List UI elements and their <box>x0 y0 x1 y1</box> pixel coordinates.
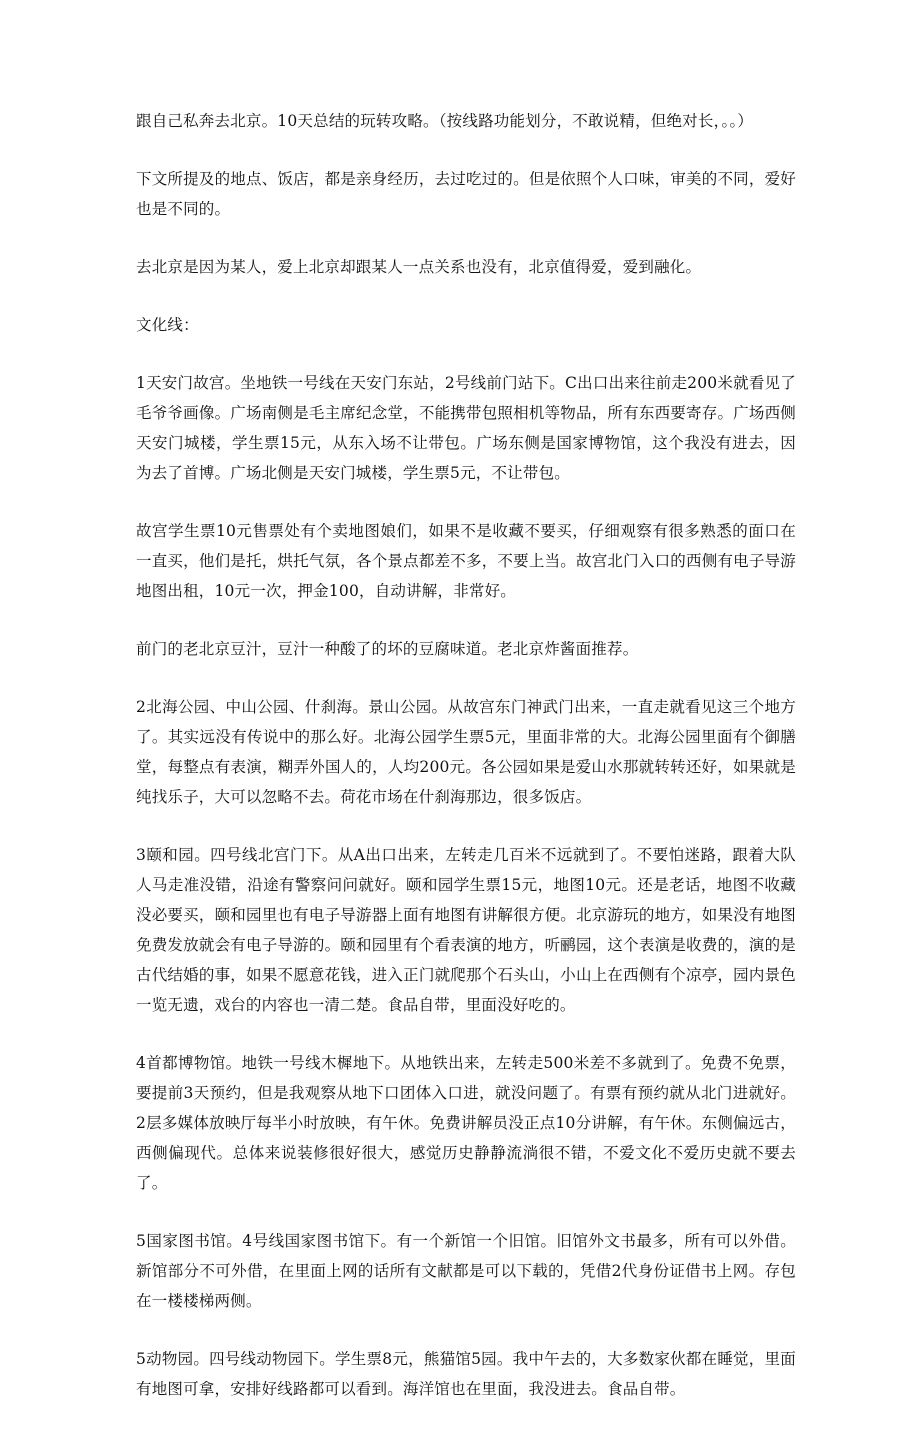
intro-paragraph: 跟自己私奔去北京。10天总结的玩转攻略。（按线路功能划分，不敢说精，但绝对长，。。） <box>136 112 754 130</box>
paragraph-capital-museum: 4首都博物馆。地铁一号线木樨地下。从地铁出来，左转走500米差不多就到了。免费不免票，要提前3天预约，但是我观察从地下口团体入口进，就没问题了。有票有预约就从北门进就好。2层多媒体放映厅每半小时放映，有午休。免费讲解员没正点10分讲解，有午休。东侧偏远古，西侧偏现代。总体来说装修很好很大，感觉历史静静流淌很不错，不爱文化不爱历史就不要去了。 <box>136 1054 796 1192</box>
motivation-paragraph: 去北京是因为某人，爱上北京却跟某人一点关系也没有，北京值得爱，爱到融化。 <box>136 258 702 276</box>
disclaimer-paragraph: 下文所提及的地点、饭店，都是亲身经历，去过吃过的。但是依照个人口味，审美的不同，爱好也是不同的。 <box>136 170 796 218</box>
paragraph-qianmen-food: 前门的老北京豆汁，豆汁一种酸了的坏的豆腐味道。老北京炸酱面推荐。 <box>136 640 639 658</box>
paragraph-summer-palace: 3颐和园。四号线北宫门下。从A出口出来，左转走几百米不远就到了。不要怕迷路，跟着大队人马走准没错，沿途有警察问问就好。颐和园学生票15元，地图10元。还是老话，地图不收藏没必要买，颐和园里也有电子导游器上面有地图有讲解很方便。北京游玩的地方，如果没有地图免费发放就会有电子导游的。颐和园里有个看表演的地方，听鹂园，这个表演是收费的，演的是古代结婚的事，如果不愿意花钱，进入正门就爬那个石头山，小山上在西侧有个凉亭，园内景色一览无遗，戏台的内容也一清二楚。食品自带，里面没好吃的。 <box>136 846 796 1014</box>
section-heading-culture: 文化线： <box>136 316 199 334</box>
paragraph-national-library: 5国家图书馆。4号线国家图书馆下。有一个新馆一个旧馆。旧馆外文书最多，所有可以外借。新馆部分不可外借，在里面上网的话所有文献都是可以下载的，凭借2代身份证借书上网。存包在一楼楼梯两侧。 <box>136 1232 796 1310</box>
document-body <box>136 106 796 1432</box>
paragraph-forbidden-city: 故宫学生票10元售票处有个卖地图娘们，如果不是收藏不要买，仔细观察有很多熟悉的面口在一直买，他们是托，烘托气氛，各个景点都差不多，不要上当。故宫北门入口的西侧有电子导游地图出租，10元一次，押金100，自动讲解，非常好。 <box>136 522 796 600</box>
paragraph-tiananmen: 1天安门故宫。坐地铁一号线在天安门东站，2号线前门站下。C出口出来往前走200米就看见了毛爷爷画像。广场南侧是毛主席纪念堂，不能携带包照相机等物品，所有东西要寄存。广场西侧天安门城楼，学生票15元，从东入场不让带包。广场东侧是国家博物馆，这个我没有进去，因为去了首博。广场北侧是天安门城楼，学生票5元，不让带包。 <box>136 374 796 482</box>
paragraph-zoo: 5动物园。四号线动物园下。学生票8元，熊猫馆5园。我中午去的，大多数家伙都在睡觉，里面有地图可拿，安排好线路都可以看到。海洋馆也在里面，我没进去。食品自带。 <box>136 1350 796 1398</box>
paragraph-beihai-park: 2北海公园、中山公园、什刹海。景山公园。从故宫东门神武门出来，一直走就看见这三个地方了。其实远没有传说中的那么好。北海公园学生票5元，里面非常的大。北海公园里面有个御膳堂，每整点有表演，糊弄外国人的，人均200元。各公园如果是爱山水那就转转还好，如果就是纯找乐子，大可以忽略不去。荷花市场在什刹海那边，很多饭店。 <box>136 698 796 806</box>
